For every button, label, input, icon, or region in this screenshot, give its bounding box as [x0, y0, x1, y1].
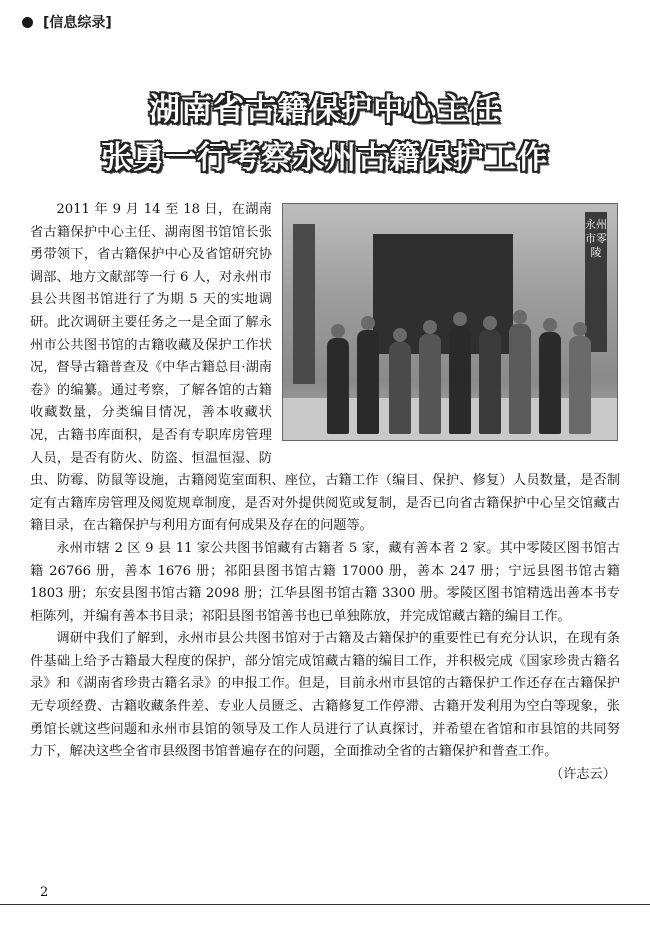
author-signature: （许志云） — [550, 766, 616, 782]
photo-person — [509, 324, 531, 434]
paragraph-3: 调研中我们了解到，永州市县公共图书馆对于古籍及古籍保护的重要性已有充分认识，在现有条件基础上给予古籍最大程度的保护，部分馆完成馆藏古籍的编目工作，并积极完成《国家珍贵古籍名录》和《湖南省珍贵古籍名录》的申报工作。但是，目前永州市县馆的古籍保护工作还存在古籍保护无专项经费、古籍收藏条件差、专业人员匮乏、古籍修复工作停滞、古籍开发利用为空白等现象，张勇馆长就这些问题和永州市县馆的领导及工作人员进行了认真探讨，并希望在省馆和市县馆的共同努力下，解决这些全省市县级图书馆普遍存在的问题，全面推动全省的古籍保护和普查工作。 — [30, 631, 620, 760]
photo-person — [389, 342, 411, 434]
section-header — [22, 12, 112, 32]
page-number: 2 — [40, 885, 49, 900]
photo-person — [357, 330, 379, 434]
group-photo — [282, 203, 618, 441]
paragraph-1: 2011 年 9 月 14 至 18 日，在湖南省古籍保护中心主任、湖南图书馆馆长张勇带领下，省古籍保护中心及省馆研究协调部、地方文献部等一行 6 人，对永州市县公共图书馆进行了为期 5 天的实地调研。此次调研主要任务之一是全面了解永州市公共图书馆的古籍收藏及保护工作状况，督导古籍普查及《中华古籍总目·湖南卷》的编纂。通过考察，了解各馆的古籍收藏数量，分类编目情况，善本收藏状况，古籍书库面积，是否有专职库房管理人员，是否有防火、防盗、恒温恒湿、防虫、防霉、防鼠等设施，古籍阅览室面积、座位，古籍工作（编目、保护、修复）人员数量，是否制定有古籍库房管理及阅览规章制度，是否对外提供阅览或复制，是否已向省古籍保护中心呈交馆藏古籍目录，在古籍保护与利用方面有何成果及存在的问题等。 — [30, 202, 620, 534]
article-title-line-2: 张勇一行考察永州古籍保护工作 — [101, 140, 549, 176]
footer-divider — [0, 904, 650, 905]
photo-person — [539, 332, 561, 434]
paragraph-2: 永州市辖 2 区 9 县 11 家公共图书馆藏有古籍者 5 家，藏有善本者 2 家。其中零陵区图书馆古籍 26766 册，善本 1676 册；祁阳县图书馆古籍 17000 册，善本 247 册；宁远县图书馆古籍 1803 册；东安县图书馆古籍 2098 册；江华县图书馆古籍 3300 册。零陵区图书馆精选出善本书专柜陈列，并编有善本书目录；祁阳县图书馆善书也已单独陈放，并完成馆藏古籍的编目工作。 — [30, 540, 620, 624]
photo-banner — [293, 224, 315, 384]
photo-sign: 永州市零陵 — [585, 212, 607, 352]
photo-person — [449, 326, 471, 434]
photo-person — [569, 336, 591, 434]
photo-person — [479, 330, 501, 434]
article-title-line-1: 湖南省古籍保护中心主任 — [149, 92, 501, 128]
bullet-icon — [22, 17, 33, 28]
photo-person — [419, 334, 441, 434]
photo-person — [327, 338, 349, 434]
article-body — [30, 199, 620, 786]
section-tag: [信息综录] — [43, 15, 112, 31]
